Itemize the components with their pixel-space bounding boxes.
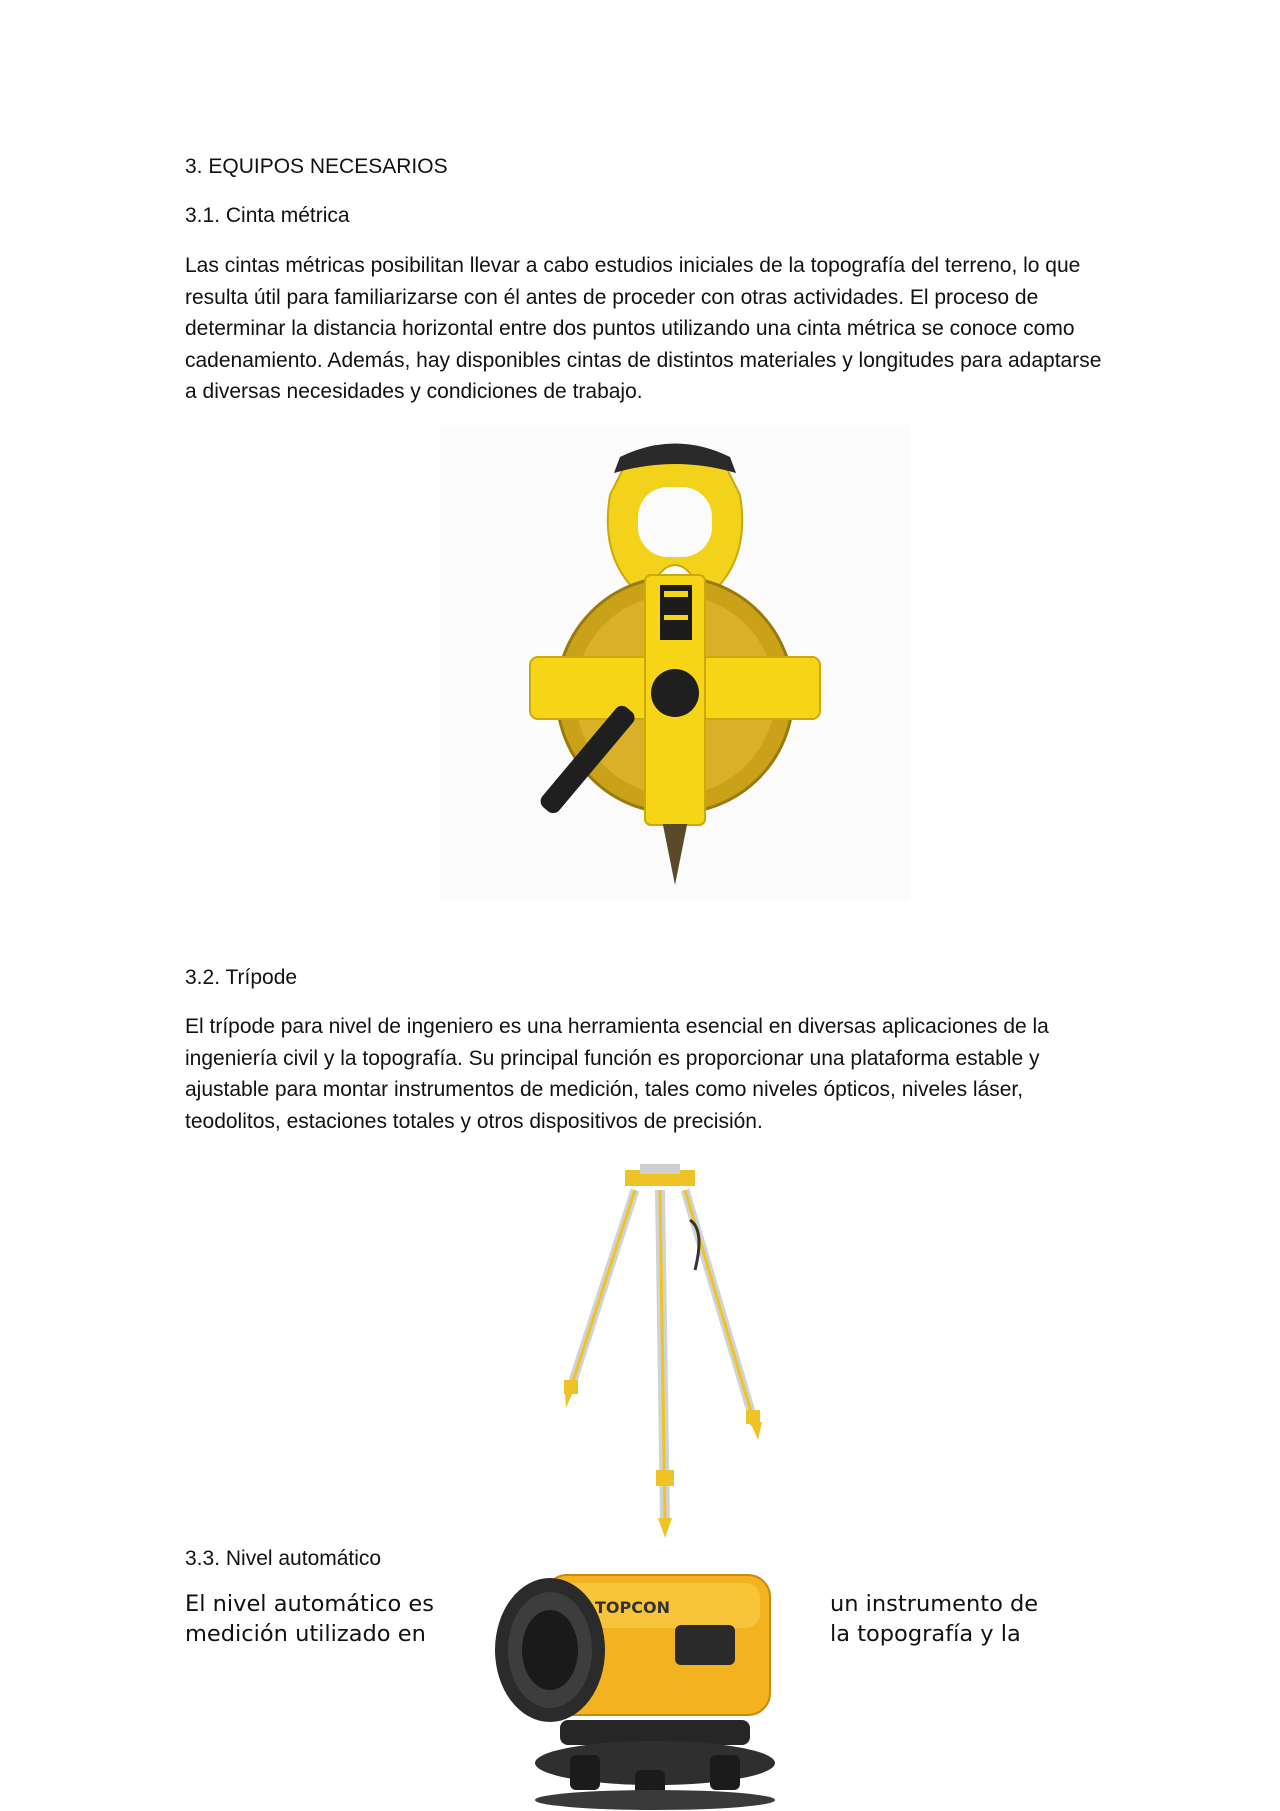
nivel-text-right-2: la topografía y la xyxy=(830,1621,1021,1647)
automatic-level-image xyxy=(485,1555,785,1811)
nivel-text-left-1: El nivel automático es xyxy=(185,1591,434,1617)
level-brand-label: TOPCON xyxy=(595,1598,670,1617)
nivel-text-left-2: medición utilizado en xyxy=(185,1621,426,1647)
heading-tripode: 3.2. Trípode xyxy=(185,966,298,989)
measuring-tape-image xyxy=(440,425,910,900)
paragraph-tripode: El trípode para nivel de ingeniero es una herramienta esencial en diversas aplicaciones de la ingeniería civil y la topografía. Su principal función es proporcionar una plataforma estable y ajustable para montar instrumentos de medición, tales como niveles ópticos, niveles láser, teodolitos, estaciones totales y otros dispositivos de precisión. xyxy=(185,1015,1049,1133)
tripod-image xyxy=(540,1160,780,1545)
heading-nivel-automatico: 3.3. Nivel automático xyxy=(185,1547,382,1570)
section-title: 3. EQUIPOS NECESARIOS xyxy=(185,155,448,178)
nivel-text-right-1: un instrumento de xyxy=(830,1591,1039,1617)
heading-cinta-metrica: 3.1. Cinta métrica xyxy=(185,204,350,227)
paragraph-cinta-metrica: Las cintas métricas posibilitan llevar a cabo estudios iniciales de la topografía del terreno, lo que resulta útil para familiarizarse con él antes de proceder con otras actividades. El proceso de determinar la distancia horizontal entre dos puntos utilizando una cinta métrica se conoce como cadenamiento. Además, hay disponibles cintas de distintos materiales y longitudes para adaptarse a diversas necesidades y condiciones de trabajo. xyxy=(185,254,1102,403)
